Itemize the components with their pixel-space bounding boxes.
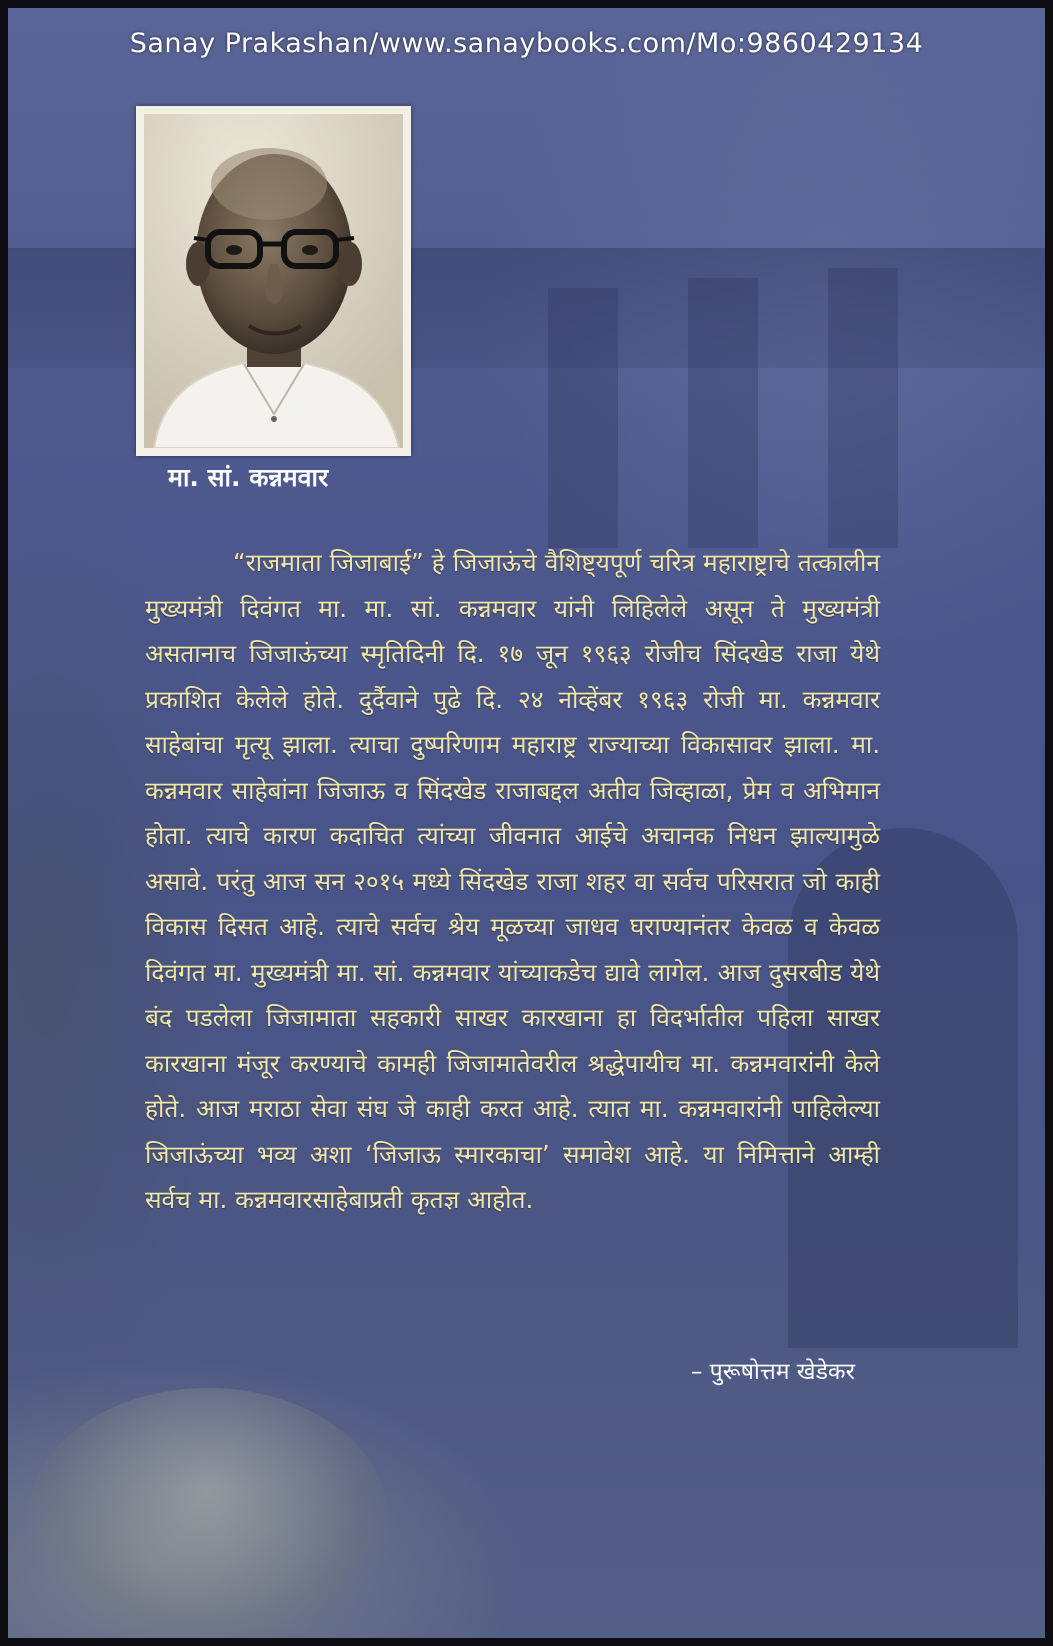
blurb-paragraph: “राजमाता जिजाबाई” हे जिजाऊंचे वैशिष्ट्यपूर्ण चरित्र महाराष्ट्राचे तत्कालीन मुख्यमंत्री दिवंगत मा. मा. सां. कन्नमवार यांनी लिहिलेले असून ते मुख्यमंत्री असतानाच जिजाऊंच्या स्मृतिदिनी दि. १७ जून १९६३ रोजीच सिंदखेड राजा येथे प्रकाशित केलेले होते. दुर्दैवाने पुढे दि. २४ नोव्हेंबर १९६३ रोजी मा. कन्नमवार साहेबांचा मृत्यू झाला. त्याचा दुष्परिणाम महाराष्ट्र राज्याच्या विकासावर झाला. मा. कन्नमवार साहेबांना जिजाऊ व सिंदखेड राजाबद्दल अतीव जिव्हाळा, प्रेम व अभिमान होता. त्याचे कारण कदाचित त्यांच्या जीवनात आईचे अचानक निधन झाल्यामुळे असावे. परंतु आज सन २०१५ मध्ये सिंदखेड राजा शहर वा सर्वच परिसरात जो काही विकास दिसत आहे. त्याचे सर्वच श्रेय मूळच्या जाधव घराण्यानंतर केवळ व केवळ दिवंगत मा. मुख्यमंत्री मा. सां. कन्नमवार यांच्याकडेच द्यावे लागेल. आज दुसरबीड येथे बंद पडलेला जिजामाता सहकारी साखर कारखाना हा विदर्भातील पहिला साखर कारखाना मंजूर करण्याचे कामही जिजामातेवरील श्रद्धेपायीच मा. कन्नमवारांनी केले होते. आज मराठा सेवा संघ जे काही करत आहे. त्यात मा. कन्नमवारांनी पाहिलेल्या जिजाऊंच्या भव्य अशा ‘जिजाऊ स्मारकाचा’ समावेश आहे. या निमित्ताने आम्ही सर्वच मा. कन्नमवारसाहेबाप्रती कृतज्ञ आहोत.: [145, 548, 880, 1214]
portrait-illustration: [144, 114, 403, 448]
background-pillar: [688, 278, 758, 548]
signature-attribution: – पुरूषोत्तम खेडेकर: [690, 1359, 855, 1385]
author-name-caption: मा. सां. कन्नमवार: [168, 463, 329, 492]
author-portrait-photo: [144, 114, 403, 448]
publisher-watermark: Sanay Prakashan/www.sanaybooks.com/Mo:9860429134: [129, 28, 924, 59]
background-pillar: [828, 268, 898, 548]
background-bush: [28, 1388, 388, 1646]
author-photo-frame: [136, 106, 411, 456]
background-pillar: [548, 288, 618, 548]
